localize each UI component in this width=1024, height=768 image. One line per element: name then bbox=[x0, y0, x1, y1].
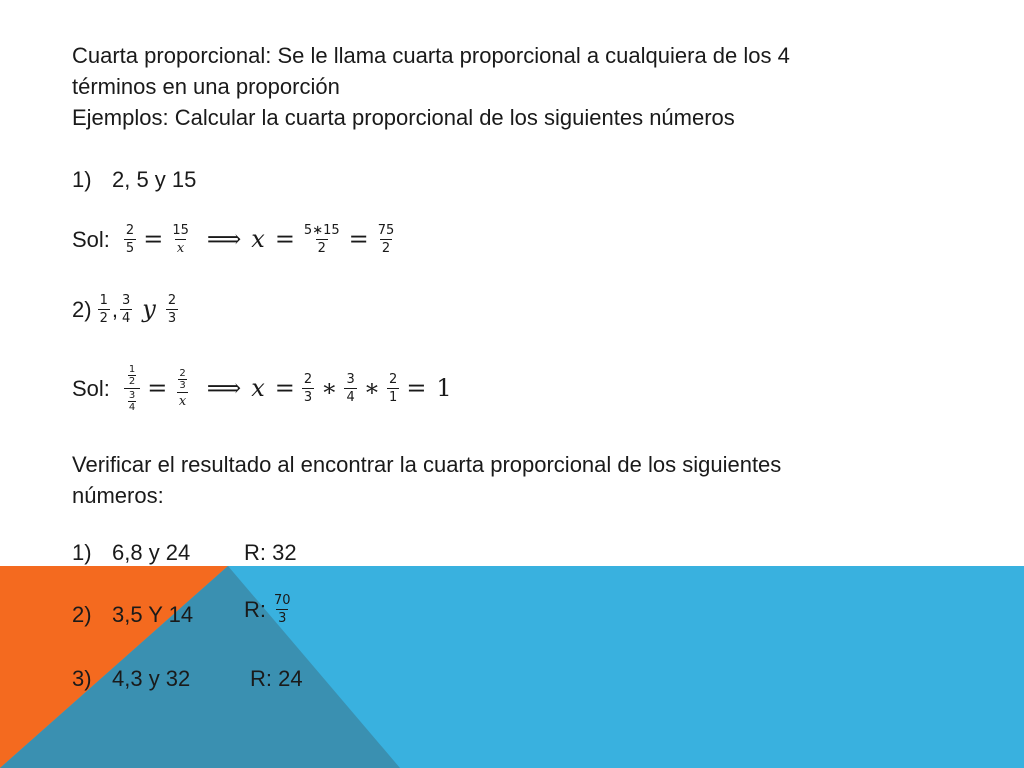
intro-line-3: Ejemplos: Calcular la cuarta proporcional de los siguientes números bbox=[72, 105, 735, 130]
exercise-3-answer: R: 24 bbox=[250, 666, 303, 691]
intro-line-1: Cuarta proporcional: Se le llama cuarta proporcional a cualquiera de los 4 bbox=[72, 43, 790, 68]
fraction-2-1: $\frac{2}{1}$ bbox=[389, 371, 398, 405]
fraction-5x15-2: $\frac{5∗15}{2}$ bbox=[303, 222, 340, 256]
exercise-2: 2) 3,5 Y 14 R: $\frac{70}{3}$ bbox=[72, 599, 972, 641]
exercise-3: 3) 4,3 y 32 R: 24 bbox=[72, 663, 972, 694]
fraction-1-2: $\frac{1}{2}$ bbox=[99, 292, 108, 326]
fraction-3-4: $\frac{3}{4}$ bbox=[121, 292, 131, 326]
solution-2: Sol: $\frac{\frac{1}{2}}{\frac{3}{4}}$ = $\frac{\frac{2}{3}}{x}$ ⟹ x = $\frac{2}{3}$ ∗ $\frac{3}{4}$ ∗ $\frac{2}{1}$ = 1 bbox=[72, 363, 452, 413]
example-2: 2) $\frac{1}{2}$ , $\frac{3}{4}$ y $\frac{2}{3}$ bbox=[72, 292, 177, 326]
exercise-2-text: 3,5 Y 14 bbox=[112, 602, 194, 627]
result-1: 1 bbox=[436, 373, 452, 402]
verify-line-1: Verificar el resultado al encontrar la cuarta proporcional de los siguientes bbox=[72, 452, 782, 477]
slide-content bbox=[72, 40, 972, 694]
solution-1: Sol: $\frac{2}{5}$ = $\frac{15}{x}$ ⟹ x = $\frac{5∗15}{2}$ = $\frac{75}{2}$ bbox=[72, 222, 395, 256]
exercise-2-answer: R: $\frac{70}{3}$ bbox=[244, 593, 291, 626]
fraction-2-3-b: $\frac{2}{3}$ bbox=[303, 371, 313, 405]
intro-line-2: términos en una proporción bbox=[72, 74, 340, 99]
exercise-3-text: 4,3 y 32 bbox=[112, 666, 191, 691]
compound-fraction-left: $\frac{\frac{1}{2}}{\frac{3}{4}}$ bbox=[124, 364, 140, 413]
example-1 bbox=[72, 164, 972, 195]
fraction-75-2: $\frac{75}{2}$ bbox=[377, 222, 395, 256]
fraction-70-3: $\frac{70}{3}$ bbox=[274, 593, 291, 626]
fraction-2-3: $\frac{2}{3}$ bbox=[167, 292, 177, 326]
solution-2-label: Sol: bbox=[72, 375, 110, 401]
exercise-1-text: 6,8 y 24 bbox=[112, 540, 191, 565]
example-2-number: 2) bbox=[72, 296, 92, 322]
fraction-15-x: $\frac{15}{x}$ bbox=[172, 222, 189, 256]
exercise-1-answer: R: 32 bbox=[244, 540, 297, 565]
example-1-text: 2, 5 y 15 bbox=[112, 167, 197, 192]
solution-1-label: Sol: bbox=[72, 226, 110, 252]
compound-fraction-right: $\frac{\frac{2}{3}}{x}$ bbox=[178, 367, 187, 409]
fraction-2-5: $\frac{2}{5}$ bbox=[125, 222, 135, 256]
verify-line-2: números: bbox=[72, 483, 164, 508]
example-1-number: 1) bbox=[72, 167, 92, 192]
fraction-3-4-b: $\frac{3}{4}$ bbox=[346, 371, 355, 405]
exercise-1: 1) 6,8 y 24 R: 32 bbox=[72, 537, 972, 568]
